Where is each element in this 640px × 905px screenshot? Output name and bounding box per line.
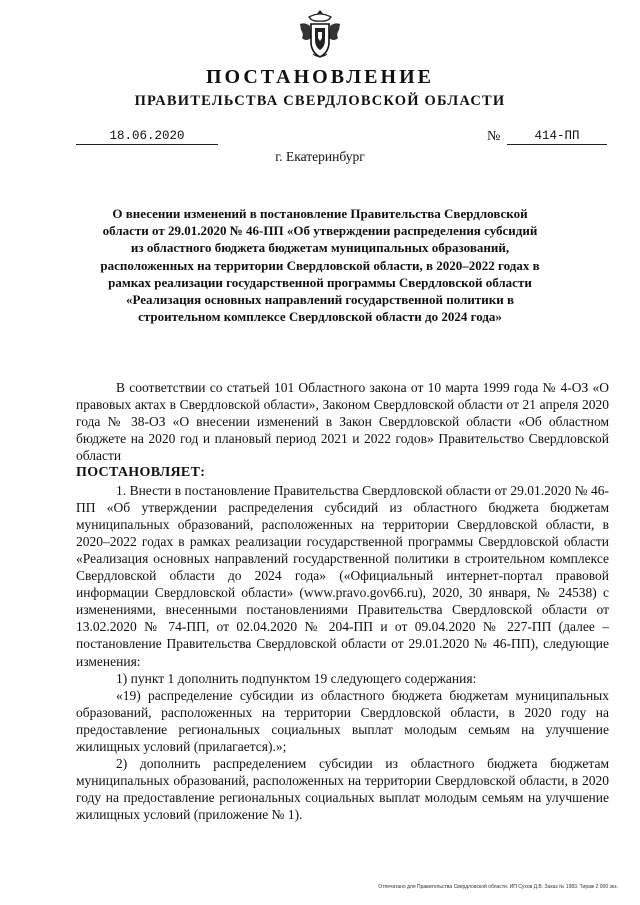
document-date: 18.06.2020 bbox=[76, 129, 218, 145]
document-city: г. Екатеринбург bbox=[275, 149, 365, 164]
document-issuer: ПРАВИТЕЛЬСТВА СВЕРДЛОВСКОЙ ОБЛАСТИ bbox=[134, 93, 506, 109]
document-heading: О внесении изменений в постановление Правительства Свердловской области от 29.01.2020 № 46-ПП «Об утверждении распределения субсидий из областного бюджета бюджетам муниципальных образований, расположенных на территории Свердловской области, в 2020–2022 годах в рамках реализации государственной программы Свердловской области «Реализация основных направлений государственной политики в строительном комплексе Свердловской области до 2024 года» bbox=[100, 206, 540, 325]
decree-word: ПОСТАНОВЛЯЕТ: bbox=[76, 465, 206, 481]
paragraph-item-1: 1. Внести в постановление Правительства Свердловской области от 29.01.2020 № 46-ПП «Об утверждении распределения субсидий из областного бюджета бюджетам муниципальных образований, расположенных на территории Свердловской области, в 2020–2022 годах в рамках реализации государственной программы Свердловской области «Реализация основных направлений государственной политики в строительном комплексе Свердловской области до 2024 года» («Официальный интернет-портал правовой информации Свердловской области» (www.pravo.gov66.ru), 2020, 30 января, № 24538) с изменениями, внесенными постановлениями Правительства Свердловской области от 13.02.2020 № 74-ПП, от 02.04.2020 № 204-ПП и от 09.04.2020 № 227-ПП (далее – постановление Правительства Свердловской области от 29.01.2020 № 46-ПП), следующие изменения: bbox=[76, 482, 609, 669]
paragraph-preamble: В соответствии со статьей 101 Областного закона от 10 марта 1999 года № 4-ОЗ «О правовых актах в Свердловской области», Законом Свердловской области от 21 апреля 2020 года № 38-ОЗ «О внесении изменений в Закон Свердловской области «Об областном бюджете на 2020 год и плановый период 2021 и 2022 годов» Правительство Свердловской области bbox=[76, 380, 609, 464]
document-number: 414-ПП bbox=[507, 129, 607, 145]
coat-of-arms-icon bbox=[298, 8, 342, 60]
number-sign: № bbox=[487, 129, 501, 144]
paragraph-subitem-1: 1) пункт 1 дополнить подпунктом 19 следующего содержания: bbox=[116, 670, 477, 686]
document-title: ПОСТАНОВЛЕНИЕ bbox=[206, 66, 434, 88]
print-footer: Отпечатано для Правительства Свердловской области. ИП Сухов Д.В. Заказ № 1983. Тираж 2 000 экз. bbox=[378, 884, 618, 890]
document-body bbox=[76, 379, 609, 823]
paragraph-quote-19: «19) распределение субсидии из областного бюджета бюджетам муниципальных образований, расположенных на территории Свердловской области, в 2020 году на предоставление региональных социальных выплат молодым семьям на улучшение жилищных условий (прилагается).»; bbox=[76, 687, 609, 754]
paragraph-subitem-2: 2) дополнить распределением субсидии из областного бюджета бюджетам муниципальных образований, расположенных на территории Свердловской области, в 2020 году на предоставление региональных социальных выплат молодым семьям на улучшение жилищных условий (приложение № 1). bbox=[76, 756, 609, 823]
